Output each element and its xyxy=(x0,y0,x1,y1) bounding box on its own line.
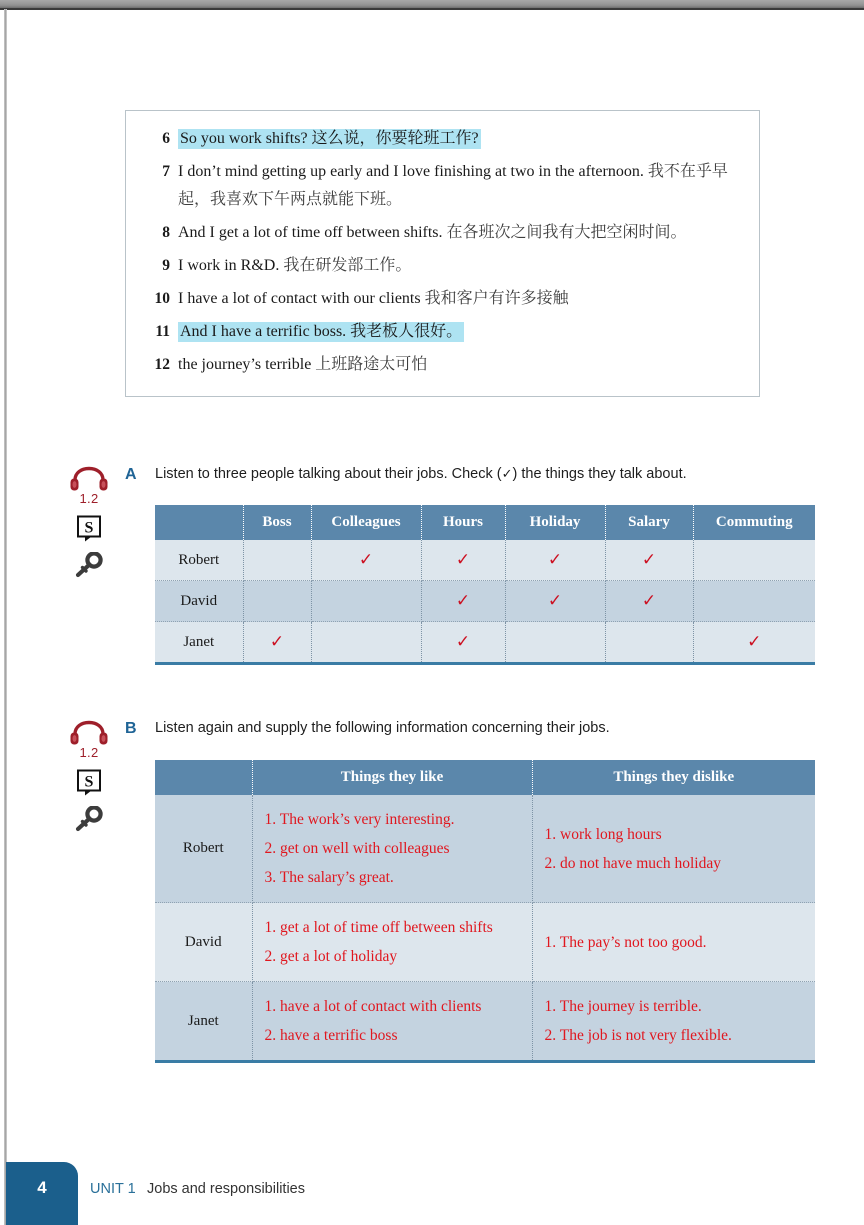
table-a-cell[interactable] xyxy=(311,622,421,664)
table-a-cell[interactable] xyxy=(693,581,815,622)
instruction-part-1: Listen to three people talking about their jobs. Check ( xyxy=(155,466,502,482)
table-a-cell[interactable] xyxy=(505,540,605,581)
exercise-b-letter: B xyxy=(125,720,137,737)
table-a-cell[interactable] xyxy=(421,581,505,622)
audio-track-number: 1.2 xyxy=(79,745,99,760)
table-a-row-label: Robert xyxy=(155,540,243,581)
answer-line: 2. do not have much holiday xyxy=(544,854,721,872)
check-mark-icon: ✓ xyxy=(641,591,657,611)
check-glyph: ✓ xyxy=(501,466,513,481)
dialogue-chinese: 在各班次之间我有大把空闲时间。 xyxy=(446,224,687,241)
table-a-col-hours: Hours xyxy=(421,505,505,540)
check-mark-icon: ✓ xyxy=(455,591,471,611)
table-a-cell[interactable] xyxy=(421,622,505,664)
table-row xyxy=(155,903,815,982)
answer-line: 1. The pay’s not too good. xyxy=(544,933,707,951)
dialogue-line-text xyxy=(178,318,743,346)
answer-line: 2. get a lot of holiday xyxy=(264,948,398,965)
table-a-cell[interactable] xyxy=(693,540,815,581)
answer-line: 2. The job is not very flexible. xyxy=(544,1027,732,1044)
table-row xyxy=(155,795,815,903)
answer-line: 1. get a lot of time off between shifts xyxy=(264,919,493,936)
dialogue-english: the journey’s terrible xyxy=(178,356,316,373)
dialogue-line-number: 7 xyxy=(162,163,170,180)
dialogue-line xyxy=(126,219,759,247)
dialogue-english: I work in R&D. xyxy=(178,257,284,274)
table-a-cell[interactable] xyxy=(605,622,693,664)
svg-text:S: S xyxy=(84,519,94,537)
dialogue-line xyxy=(126,158,759,214)
answer-line: 2. have a terrific boss xyxy=(264,1027,398,1044)
table-a-row-label: David xyxy=(155,581,243,622)
dialogue-chinese: 我和客户有许多接触 xyxy=(424,290,569,307)
exercise-a-instruction xyxy=(155,466,687,482)
check-mark-icon: ✓ xyxy=(455,632,471,652)
script-speech-icon xyxy=(76,769,102,797)
table-b-dislikes-cell[interactable] xyxy=(532,903,815,982)
dialogue-english: I don’t mind getting up early and I love finishing at two in the afternoon. xyxy=(178,163,648,180)
dialogue-line-text xyxy=(178,125,743,153)
media-icon-group-b xyxy=(63,720,115,832)
check-mark-icon: ✓ xyxy=(358,550,374,570)
table-b-row-label: Robert xyxy=(155,795,252,903)
jobs-topics-table xyxy=(155,505,815,665)
table-a-cell[interactable] xyxy=(605,540,693,581)
exercise-b-instruction: Listen again and supply the following information concerning their jobs. xyxy=(155,720,610,736)
dialogue-line-number: 12 xyxy=(154,356,170,373)
dialogue-line xyxy=(126,252,759,280)
key-icon xyxy=(74,806,104,832)
table-a-col-holiday: Holiday xyxy=(505,505,605,540)
svg-text:S: S xyxy=(84,773,94,791)
footer-unit-label: UNIT 1 xyxy=(90,1181,136,1197)
table-b-likes-cell[interactable] xyxy=(252,903,532,982)
table-a-col-salary: Salary xyxy=(605,505,693,540)
dialogue-highlight: So you work shifts? 这么说，你要轮班工作? xyxy=(180,130,479,147)
table-a-cell[interactable] xyxy=(243,622,311,664)
scan-top-edge xyxy=(0,0,864,8)
dialogue-line-number: 8 xyxy=(162,224,170,241)
table-b-col-likes: Things they like xyxy=(252,760,532,795)
table-a-cell[interactable] xyxy=(421,540,505,581)
instruction-part-2: ) the things they talk about. xyxy=(512,466,687,482)
dialogue-line-text xyxy=(178,219,743,247)
table-a-col-colleagues: Colleagues xyxy=(311,505,421,540)
table-b-row-label: David xyxy=(155,903,252,982)
table-a-cell[interactable] xyxy=(243,540,311,581)
dialogue-line-number: 10 xyxy=(154,290,170,307)
table-a-header-row xyxy=(155,505,815,540)
check-mark-icon: ✓ xyxy=(747,632,762,652)
headphones-icon xyxy=(69,720,109,746)
dialogue-english: I have a lot of contact with our clients xyxy=(178,290,425,307)
answer-line: 1. have a lot of contact with clients xyxy=(264,998,482,1015)
key-icon xyxy=(74,552,104,578)
table-b-dislikes-cell[interactable] xyxy=(532,982,815,1062)
dialogue-chinese: 上班路途太可怕 xyxy=(315,356,428,373)
dialogue-line-number: 11 xyxy=(155,323,170,340)
dialogue-highlight: And I have a terrific boss. 我老板人很好。 xyxy=(180,323,463,340)
table-a-cell[interactable] xyxy=(505,622,605,664)
headphones-icon xyxy=(69,466,109,492)
table-a-cell[interactable] xyxy=(505,581,605,622)
table-a-col-commuting: Commuting xyxy=(693,505,815,540)
check-mark-icon: ✓ xyxy=(641,550,657,570)
answer-line: 1. The work’s very interesting. xyxy=(264,811,455,828)
table-row xyxy=(155,622,815,664)
table-b-likes-cell[interactable] xyxy=(252,982,532,1062)
check-mark-icon: ✓ xyxy=(269,632,285,652)
media-icon-group-a xyxy=(63,466,115,578)
answer-line: 3. The salary’s great. xyxy=(264,869,394,886)
table-b-col-blank xyxy=(155,760,252,795)
audio-track-number: 1.2 xyxy=(79,491,99,506)
table-b-col-dislikes: Things they dislike xyxy=(532,760,815,795)
table-b-header-row xyxy=(155,760,815,795)
table-a-col-boss: Boss xyxy=(243,505,311,540)
dialogue-box xyxy=(125,110,760,397)
table-a-col-blank xyxy=(155,505,243,540)
dialogue-line xyxy=(126,125,759,153)
script-speech-icon xyxy=(76,515,102,543)
dialogue-line-text xyxy=(178,158,743,214)
table-b-likes-cell[interactable] xyxy=(252,795,532,903)
dialogue-chinese: 我在研发部工作。 xyxy=(283,257,412,274)
table-a-cell[interactable] xyxy=(693,622,815,664)
table-a-cell[interactable] xyxy=(311,581,421,622)
dialogue-line-text xyxy=(178,285,743,313)
table-b-row-label: Janet xyxy=(155,982,252,1062)
answer-line: 1. work long hours xyxy=(544,825,662,843)
likes-dislikes-table xyxy=(155,760,815,1063)
answer-line: 1. The journey is terrible. xyxy=(544,998,702,1015)
table-a-cell[interactable] xyxy=(243,581,311,622)
table-row xyxy=(155,540,815,581)
dialogue-line-number: 9 xyxy=(162,257,170,274)
dialogue-line-text xyxy=(178,351,743,379)
page-number: 4 xyxy=(37,1178,47,1197)
dialogue-line xyxy=(126,318,759,346)
table-row xyxy=(155,581,815,622)
table-b-dislikes-cell[interactable] xyxy=(532,795,815,903)
dialogue-chinese: 我不在乎早起，我喜欢下午两点就能下班。 xyxy=(178,163,728,208)
check-mark-icon: ✓ xyxy=(547,591,563,611)
dialogue-english: And I get a lot of time off between shifts. xyxy=(178,224,447,241)
dialogue-line xyxy=(126,351,759,379)
check-mark-icon: ✓ xyxy=(547,550,563,570)
dialogue-line-number: 6 xyxy=(162,130,170,147)
table-a-row-label: Janet xyxy=(155,622,243,664)
table-row xyxy=(155,982,815,1062)
check-mark-icon: ✓ xyxy=(455,550,471,570)
table-a-cell[interactable] xyxy=(311,540,421,581)
footer-unit-title: Jobs and responsibilities xyxy=(147,1181,305,1197)
answer-line: 2. get on well with colleagues xyxy=(264,840,450,857)
table-a-cell[interactable] xyxy=(605,581,693,622)
dialogue-line-text xyxy=(178,252,743,280)
exercise-a-letter: A xyxy=(125,466,137,483)
dialogue-line xyxy=(126,285,759,313)
